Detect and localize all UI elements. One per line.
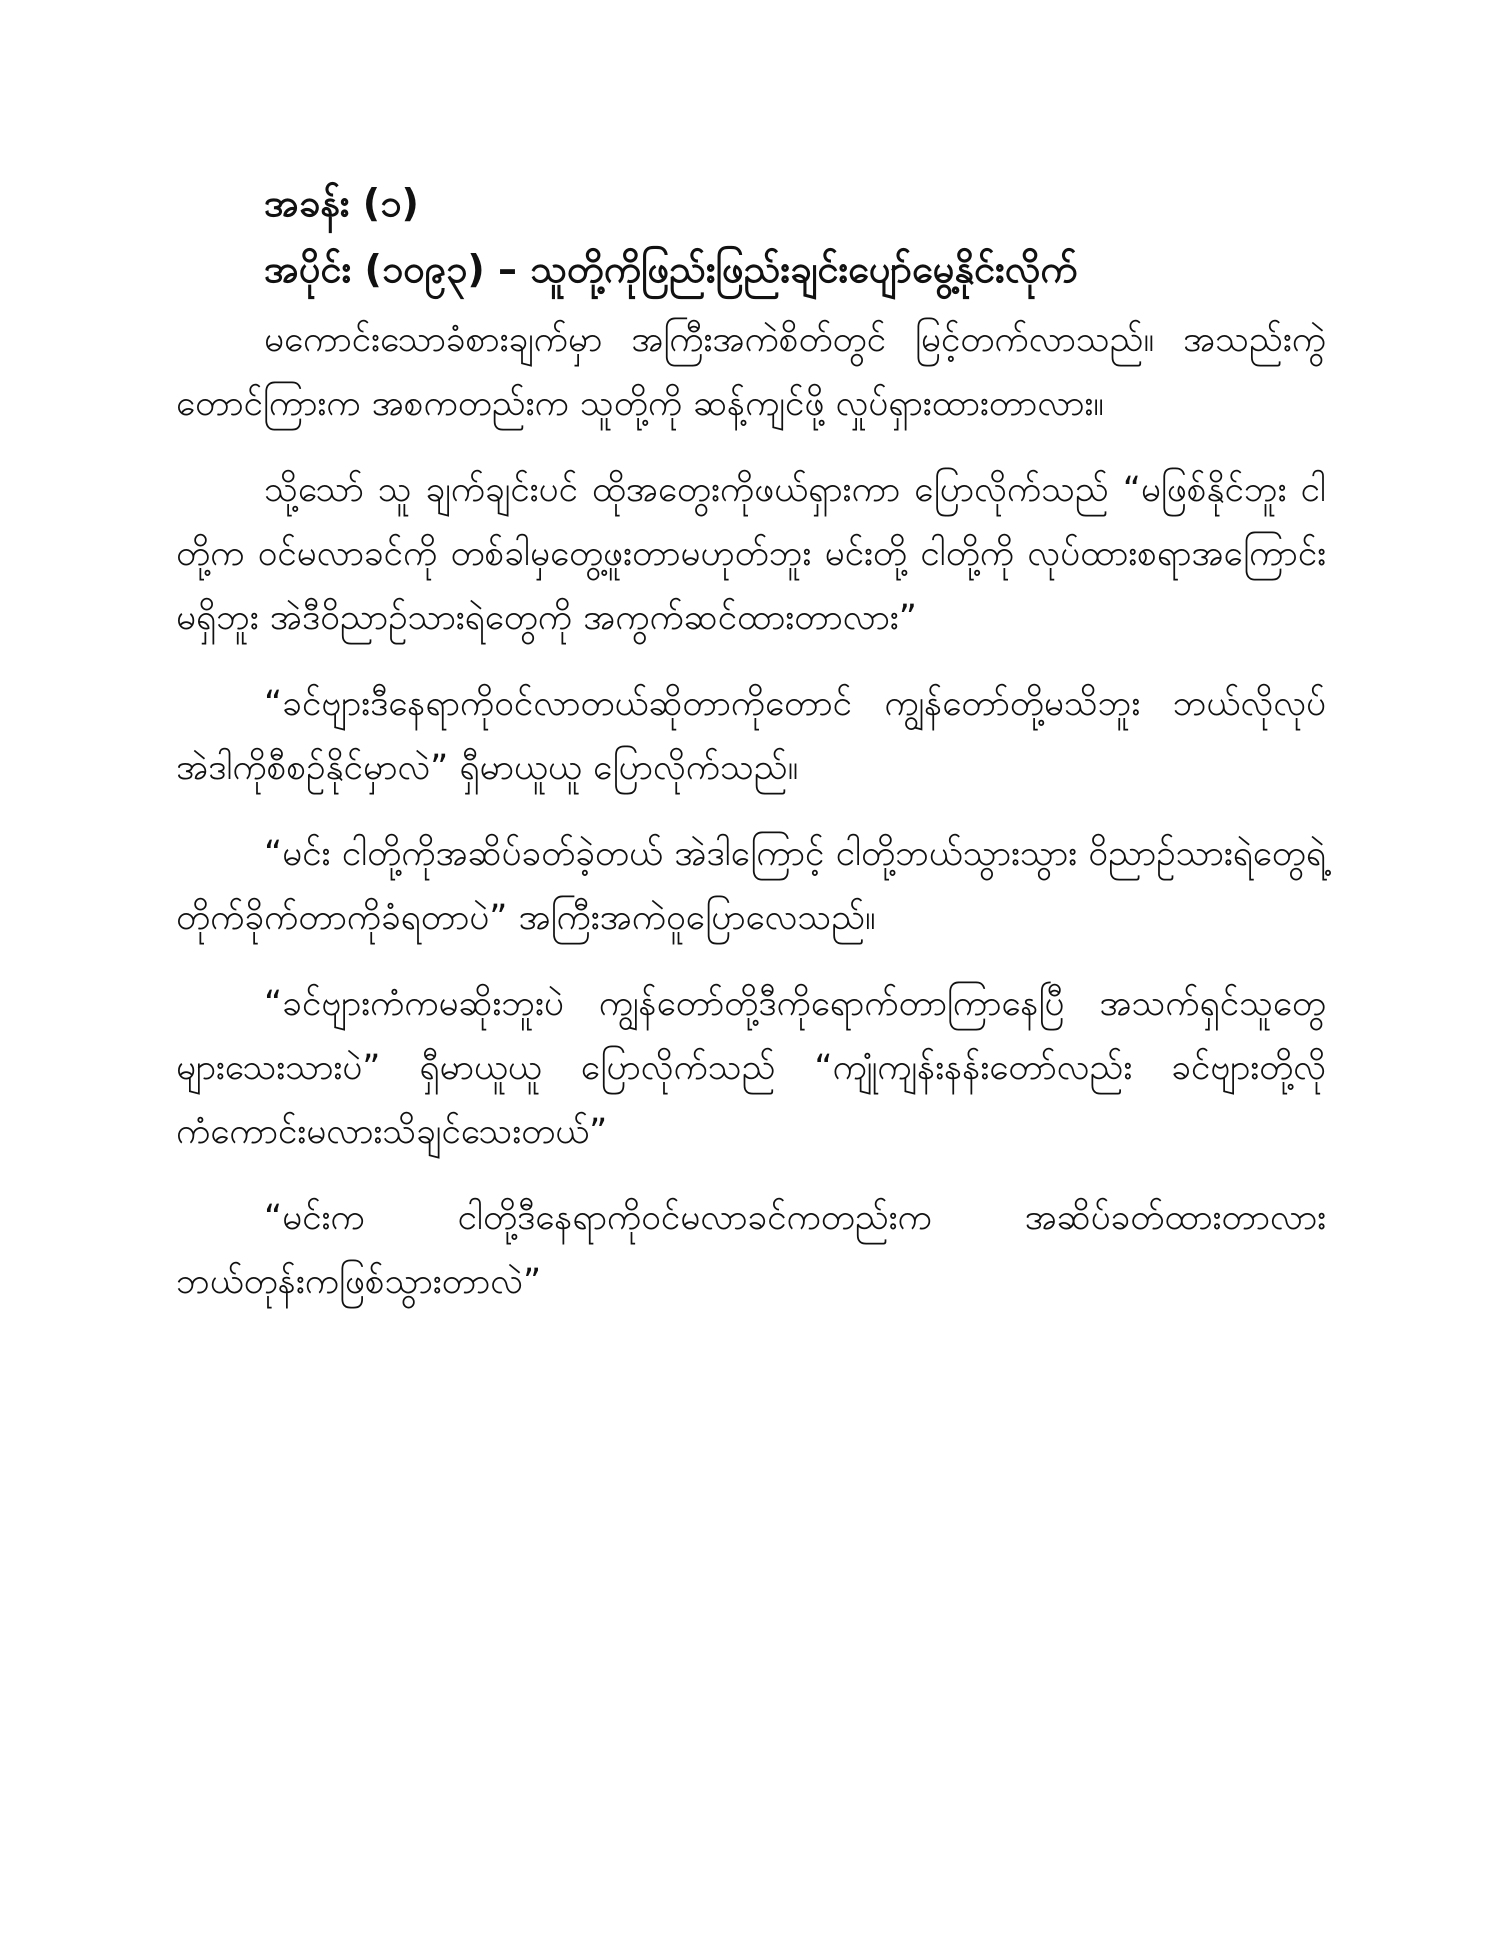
paragraph-3: “ခင်ဗျားဒီနေရာကိုဝင်လာတယ်ဆိုတာကိုတောင် ကျွန်တော်တို့မသိဘူး ဘယ်လိုလုပ် အဲဒါကိုစီစဉ်နိုင်မှာလဲ” ရှီမာယူယူ ပြောလိုက်သည်။ [176, 684, 1326, 788]
paragraph-2: သို့သော် သူ ချက်ချင်းပင် ထိုအတွေးကိုဖယ်ရှားကာ ပြောလိုက်သည် “မဖြစ်နိုင်ဘူး ငါတို့က ဝင်မလာခင်ကို တစ်ခါမှတွေ့ဖူးတာမဟုတ်ဘူး မင်းတို့ ငါတို့ကို လုပ်ထားစရာအကြောင်းမရှိဘူး အဲဒီဝိညာဉ်သားရဲတွေကို အကွက်ဆင်ထားတာလား” [176, 470, 1326, 638]
paragraph-4: “မင်း ငါတို့ကိုအဆိပ်ခတ်ခဲ့တယ် အဲဒါကြောင့် ငါတို့ဘယ်သွားသွား ဝိညာဉ်သားရဲတွေရဲ့ တိုက်ခိုက်တာကိုခံရတာပဲ” အကြီးအကဲဝူပြောလေသည်။ [176, 834, 1326, 938]
paragraph-1: မကောင်းသောခံစားချက်မှာ အကြီးအကဲစိတ်တွင် မြင့်တက်လာသည်။ အသည်းကွဲတောင်ကြားက အစကတည်းက သူတို့ကို ဆန့်ကျင်ဖို့ လှုပ်ရှားထားတာလား။ [176, 320, 1326, 424]
document-page [176, 170, 1326, 1336]
paragraph-5: “ခင်ဗျားကံကမဆိုးဘူးပဲ ကျွန်တော်တို့ဒီကိုရောက်တာကြာနေပြီ အသက်ရှင်သူတွေ များသေးသားပဲ” ရှီမာယူယူ ပြောလိုက်သည် “ကျုံကျန်းနန်းတော်လည်း ခင်ဗျားတို့လိုကံကောင်းမလားသိချင်သေးတယ်” [176, 984, 1326, 1152]
paragraph-6: “မင်းက ငါတို့ဒီနေရာကိုဝင်မလာခင်ကတည်းက အဆိပ်ခတ်ထားတာလား ဘယ်တုန်းကဖြစ်သွားတာလဲ” [176, 1198, 1326, 1302]
part-title: အပိုင်း (၁၀၉၃) – သူတို့ကိုဖြည်းဖြည်းချင်းပျော်မွေ့နိုင်းလိုက် [264, 247, 1078, 291]
chapter-title: အခန်း (၁) [264, 181, 419, 225]
